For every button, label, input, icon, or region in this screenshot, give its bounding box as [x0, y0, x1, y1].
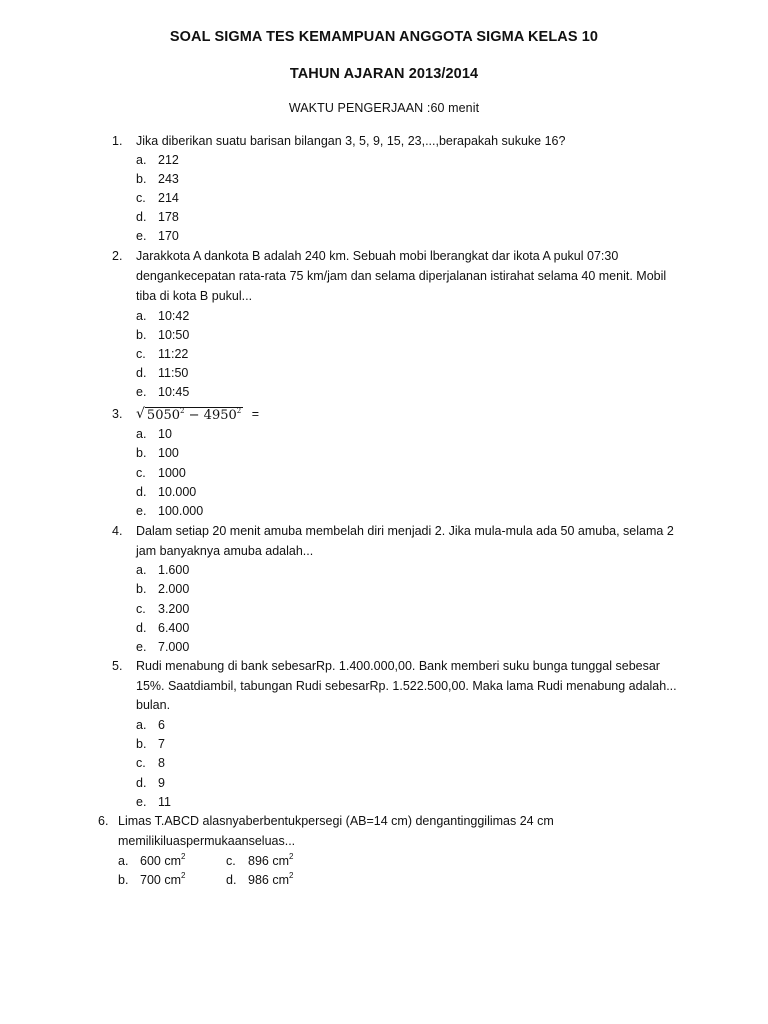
- option-letter: a.: [136, 309, 147, 323]
- exponent: 2: [180, 406, 185, 415]
- question-text: 15%. Saatdiambil, tabungan Rudi sebesarRp. 1.522.500,00. Maka lama Rudi menabung adalah...: [136, 679, 677, 693]
- question-text: Limas T.ABCD alasnyaberbentukpersegi (AB=14 cm) dengantinggilimas 24 cm: [118, 814, 554, 828]
- option-value: 170: [158, 229, 179, 243]
- time-limit: WAKTU PENGERJAAN :60 menit: [288, 101, 480, 115]
- option-value: 214: [158, 191, 179, 205]
- option-value: 3.200: [158, 602, 190, 616]
- question-text: dengankecepatan rata-rata 75 km/jam dan selama diperjalanan istirahat selama 40 menit. Mobil: [136, 269, 667, 283]
- option-value: 10.000: [158, 485, 197, 499]
- option-letter: e.: [136, 640, 147, 654]
- question-number: 3.: [112, 407, 123, 421]
- question-text: Jarakkota A dankota B adalah 240 km. Sebuah mobi lberangkat dar ikota A pukul 07:30: [136, 249, 619, 263]
- exponent: 2: [236, 406, 242, 415]
- option-letter: b.: [118, 873, 129, 887]
- option-value: 7: [158, 737, 165, 751]
- option-letter: b.: [136, 582, 147, 596]
- option-letter: e.: [136, 795, 147, 809]
- question-text: memilikiluaspermukaanseluas...: [118, 834, 296, 848]
- question-number: 4.: [112, 524, 123, 538]
- question-number: 6.: [98, 814, 109, 828]
- option-value: 2.000: [158, 582, 190, 596]
- option-value: 100: [158, 446, 179, 460]
- option-letter: e.: [136, 385, 147, 399]
- question-text: Dalam setiap 20 menit amuba membelah diri menjadi 2. Jika mula-mula ada 50 amuba, selama 2: [136, 524, 674, 538]
- option-letter: c.: [136, 191, 146, 205]
- option-letter: b.: [136, 172, 147, 186]
- option-value: 11: [158, 795, 171, 809]
- sqrt-expression: [136, 405, 259, 424]
- option-value: 9: [158, 776, 165, 790]
- option-value: 11:22: [158, 347, 189, 361]
- question-number: 1.: [112, 134, 123, 148]
- radical-sign: √: [136, 406, 145, 422]
- option-value: 11:50: [158, 366, 189, 380]
- option-letter: c.: [136, 756, 146, 770]
- option-letter: d.: [136, 366, 147, 380]
- option-letter: c.: [226, 854, 236, 868]
- option-letter: b.: [136, 446, 147, 460]
- option-value: 896 $cm^2$: [248, 851, 294, 868]
- option-value: 700 $cm^2$: [140, 870, 186, 887]
- option-letter: c.: [136, 466, 146, 480]
- question-text: jam banyaknya amuba adalah...: [136, 544, 314, 558]
- option-letter: c.: [136, 602, 146, 616]
- option-value: 1.600: [158, 563, 190, 577]
- minus-sign: −: [188, 408, 200, 423]
- term-a: 5050: [146, 408, 181, 423]
- question-number: 2.: [112, 249, 123, 263]
- option-letter: e.: [136, 229, 147, 243]
- option-value: 6.400: [158, 621, 190, 635]
- page-title: SOAL SIGMA TES KEMAMPUAN ANGGOTA SIGMA KELAS 10: [169, 29, 599, 45]
- option-value: 600 $cm^2$: [140, 851, 186, 868]
- option-value: 178: [158, 210, 179, 224]
- option-letter: a.: [136, 153, 147, 167]
- option-letter: a.: [136, 563, 147, 577]
- option-letter: a.: [118, 854, 129, 868]
- option-value: 212: [158, 153, 179, 167]
- option-value: 10:42: [158, 309, 190, 323]
- school-year: TAHUN AJARAN 2013/2014: [289, 66, 479, 82]
- option-value: 10: [158, 427, 172, 441]
- option-value: 100.000: [158, 504, 204, 518]
- option-value: 6: [158, 718, 165, 732]
- option-letter: b.: [136, 328, 147, 342]
- option-value: 986 $cm^2$: [248, 870, 294, 887]
- equals-sign: =: [251, 407, 260, 421]
- option-letter: b.: [136, 737, 147, 751]
- option-letter: a.: [136, 427, 147, 441]
- option-value: 10:50: [158, 328, 190, 342]
- question-text: tiba di kota B pukul...: [136, 289, 253, 303]
- question-text: Jika diberikan suatu barisan bilangan 3, 5, 9, 15, 23,...,berapakah sukuke 16?: [136, 134, 566, 148]
- option-letter: a.: [136, 718, 147, 732]
- option-letter: d.: [226, 873, 237, 887]
- option-letter: d.: [136, 776, 147, 790]
- option-letter: d.: [136, 621, 147, 635]
- option-value: 7.000: [158, 640, 190, 654]
- option-letter: c.: [136, 347, 146, 361]
- option-letter: d.: [136, 485, 147, 499]
- option-letter: d.: [136, 210, 147, 224]
- option-value: 10:45: [158, 385, 190, 399]
- question-text: Rudi menabung di bank sebesarRp. 1.400.000,00. Bank memberi suku bunga tunggal sebesar: [136, 659, 660, 673]
- option-letter: e.: [136, 504, 147, 518]
- question-text: bulan.: [136, 698, 171, 712]
- term-b: 4950: [203, 408, 237, 423]
- question-number: 5.: [112, 659, 123, 673]
- option-value: 243: [158, 172, 179, 186]
- option-value: 8: [158, 756, 165, 770]
- option-value: 1000: [158, 466, 186, 480]
